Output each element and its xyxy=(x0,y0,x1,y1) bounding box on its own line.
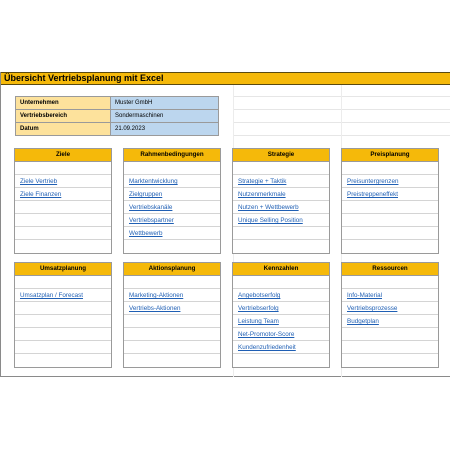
card-empty-row xyxy=(342,227,438,240)
card-link[interactable]: Wettbewerb xyxy=(124,227,220,240)
card-link[interactable]: Vertriebsprozesse xyxy=(342,302,438,315)
card-empty-row xyxy=(233,240,329,253)
card-link[interactable]: Vertriebserfolg xyxy=(233,302,329,315)
card-empty-row xyxy=(233,162,329,175)
spreadsheet-area xyxy=(0,72,450,377)
card-link[interactable]: Ziele Finanzen xyxy=(15,188,111,201)
card-link[interactable]: Vertriebspartner xyxy=(124,214,220,227)
info-row xyxy=(16,97,219,110)
card-link[interactable]: Vertriebskanäle xyxy=(124,201,220,214)
card-ziele xyxy=(14,148,112,254)
card-empty-row xyxy=(15,276,111,289)
card-link[interactable]: Kundenzufriedenheit xyxy=(233,341,329,354)
card-link[interactable]: Umsatzplan / Forecast xyxy=(15,289,111,302)
card-title: Aktionsplanung xyxy=(124,263,220,276)
card-link[interactable]: Marktentwicklung xyxy=(124,175,220,188)
card-title: Rahmenbedingungen xyxy=(124,149,220,162)
card-link[interactable]: Ziele Vertrieb xyxy=(15,175,111,188)
card-link[interactable]: Nutzenmerkmale xyxy=(233,188,329,201)
card-empty-row xyxy=(342,162,438,175)
card-empty-row xyxy=(233,227,329,240)
info-row xyxy=(16,110,219,123)
title-bar xyxy=(1,72,450,85)
card-title: Kennzahlen xyxy=(233,263,329,276)
card-title: Ziele xyxy=(15,149,111,162)
card-empty-row xyxy=(15,240,111,253)
card-link[interactable]: Preistreppeneffekt xyxy=(342,188,438,201)
card-link[interactable]: Preisuntergrenzen xyxy=(342,175,438,188)
info-row xyxy=(16,123,219,136)
card-empty-row xyxy=(342,276,438,289)
card-empty-row xyxy=(342,341,438,354)
card-empty-row xyxy=(124,315,220,328)
card-title: Ressourcen xyxy=(342,263,438,276)
card-link[interactable]: Unique Selling Position xyxy=(233,214,329,227)
card-title: Strategie xyxy=(233,149,329,162)
card-link[interactable]: Budgetplan xyxy=(342,315,438,328)
info-label: Vertriebsbereich xyxy=(16,110,111,123)
card-empty-row xyxy=(342,201,438,214)
card-link[interactable]: Zielgruppen xyxy=(124,188,220,201)
card-empty-row xyxy=(15,162,111,175)
card-aktionsplanung xyxy=(123,262,221,368)
card-empty-row xyxy=(342,354,438,367)
card-empty-row xyxy=(124,162,220,175)
card-rahmenbedingungen xyxy=(123,148,221,254)
info-label: Unternehmen xyxy=(16,97,111,110)
card-preisplanung xyxy=(341,148,439,254)
card-empty-row xyxy=(124,341,220,354)
card-umsatzplanung xyxy=(14,262,112,368)
card-empty-row xyxy=(124,354,220,367)
card-empty-row xyxy=(15,341,111,354)
info-label: Datum xyxy=(16,123,111,136)
card-empty-row xyxy=(342,214,438,227)
card-empty-row xyxy=(233,354,329,367)
company-info-table xyxy=(15,96,219,136)
card-link[interactable]: Info-Material xyxy=(342,289,438,302)
card-empty-row xyxy=(342,240,438,253)
card-link[interactable]: Nutzen + Wettbewerb xyxy=(233,201,329,214)
card-link[interactable]: Vertriebs-Aktionen xyxy=(124,302,220,315)
card-link[interactable]: Strategie + Taktik xyxy=(233,175,329,188)
card-empty-row xyxy=(15,201,111,214)
info-value[interactable]: 21.09.2023 xyxy=(111,123,219,136)
page-title: Übersicht Vertriebsplanung mit Excel xyxy=(4,73,164,83)
card-empty-row xyxy=(15,302,111,315)
card-link[interactable]: Angebotserfolg xyxy=(233,289,329,302)
card-link[interactable]: Net-Promotor-Score xyxy=(233,328,329,341)
card-empty-row xyxy=(233,276,329,289)
card-empty-row xyxy=(15,315,111,328)
card-empty-row xyxy=(124,328,220,341)
card-strategie xyxy=(232,148,330,254)
info-value[interactable]: Muster GmbH xyxy=(111,97,219,110)
card-link[interactable]: Leistung Team xyxy=(233,315,329,328)
card-kennzahlen xyxy=(232,262,330,368)
card-ressourcen xyxy=(341,262,439,368)
card-link[interactable]: Marketing-Aktionen xyxy=(124,289,220,302)
card-title: Preisplanung xyxy=(342,149,438,162)
card-empty-row xyxy=(124,240,220,253)
card-empty-row xyxy=(342,328,438,341)
card-title: Umsatzplanung xyxy=(15,263,111,276)
card-empty-row xyxy=(15,214,111,227)
card-empty-row xyxy=(15,354,111,367)
info-value[interactable]: Sondermaschinen xyxy=(111,110,219,123)
card-empty-row xyxy=(15,328,111,341)
card-empty-row xyxy=(124,276,220,289)
card-empty-row xyxy=(15,227,111,240)
